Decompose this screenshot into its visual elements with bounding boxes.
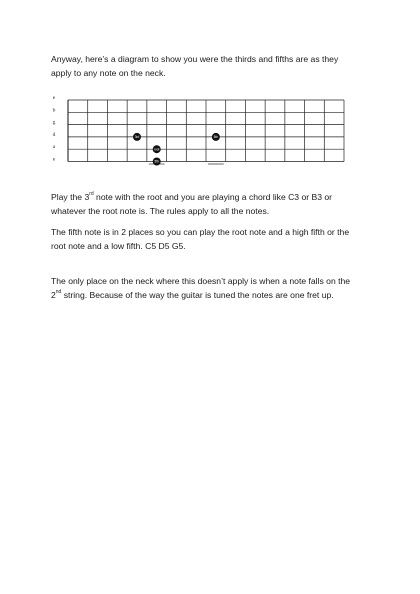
string-label: b: [52, 107, 56, 114]
fifths-line-2: root note and a low fifth. C5 D5 G5.: [51, 241, 186, 251]
paragraph-thirds: [51, 190, 369, 218]
exception-text-start: 2: [51, 290, 56, 300]
thirds-text-end: note with the root and you are playing a chord like C3 or B3 or: [93, 192, 333, 202]
string-label: a: [52, 144, 56, 151]
string-label: e: [52, 95, 56, 101]
string-label: e: [52, 156, 56, 163]
note-marker-label: 3rd: [134, 135, 140, 139]
intro-line-1: Anyway, here’s a diagram to show you were the thirds and fifths are as they: [51, 54, 339, 64]
paragraph-exception: [51, 274, 369, 302]
fretboard-diagram: [0, 0, 420, 200]
exception-superscript: nd: [55, 289, 62, 296]
note-marker-label: 5th: [213, 135, 219, 139]
thirds-line-2: whatever the root note is. The rules apply to all the notes.: [51, 206, 270, 216]
note-marker-label: root: [153, 147, 160, 152]
note-marker-label: 5th: [154, 159, 159, 164]
intro-line-2: apply to any note on the neck.: [51, 68, 166, 78]
exception-line-1: The only place on the neck where this doesn’t apply is when a note falls on the: [51, 276, 351, 286]
string-label: d: [52, 131, 56, 138]
string-label: g: [52, 119, 56, 126]
thirds-text-start: Play the 3: [51, 192, 90, 202]
exception-text-end: string. Because of the way the guitar is tuned the notes are one fret up.: [61, 290, 334, 300]
thirds-superscript: rd: [89, 191, 94, 198]
paragraph-fifths: [51, 225, 369, 253]
fifths-line-1: The fifth note is in 2 places so you can play the root note and a high fifth or the: [51, 227, 350, 237]
